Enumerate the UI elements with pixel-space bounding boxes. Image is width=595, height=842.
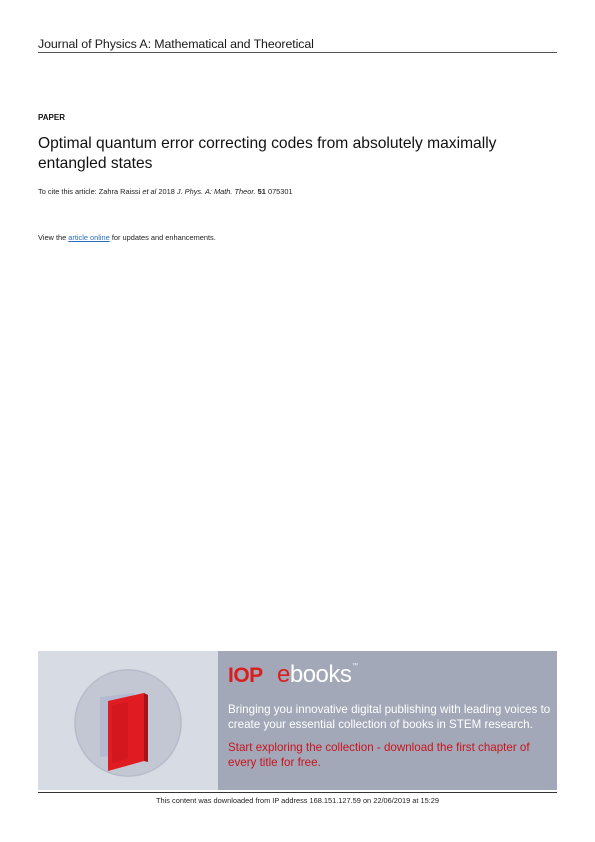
citation-volume: 51 xyxy=(257,187,266,196)
footer-divider xyxy=(38,792,557,793)
citation-year: 2018 xyxy=(156,187,177,196)
citation xyxy=(38,187,293,196)
section-label: PAPER xyxy=(38,113,65,122)
iop-ebooks-banner[interactable] xyxy=(38,651,557,790)
banner-tagline: Bringing you innovative digital publishing with leading voices to create your essential collection of books in STEM research. xyxy=(228,703,551,732)
banner-text-panel xyxy=(218,651,557,790)
citation-prefix: To cite this article: Zahra Raissi xyxy=(38,187,143,196)
trademark-mark: ™ xyxy=(352,663,358,669)
citation-article-number: 075301 xyxy=(265,187,293,196)
paper-title: Optimal quantum error correcting codes from absolutely maximally entangled states xyxy=(38,135,497,172)
citation-journal: J. Phys. A: Math. Theor. xyxy=(176,187,256,196)
view-online-suffix: for updates and enhancements. xyxy=(109,233,216,242)
view-online xyxy=(38,233,216,242)
journal-header xyxy=(38,36,557,53)
ebooks-logo-e: e xyxy=(277,661,290,688)
ebook-graphic-icon xyxy=(72,667,184,779)
ebooks-logo xyxy=(277,661,351,689)
article-online-link[interactable]: article online xyxy=(68,233,110,242)
citation-etal: et al xyxy=(142,187,157,196)
banner-cta[interactable]: Start exploring the collection - download the first chapter of every title for free. xyxy=(228,741,530,770)
ebooks-logo-rest: books xyxy=(289,661,352,688)
banner-graphic-panel xyxy=(38,651,218,790)
iop-logo: IOP xyxy=(228,664,263,687)
journal-title: Journal of Physics A: Mathematical and Theoretical xyxy=(38,37,314,51)
download-footer: This content was downloaded from IP address 168.151.127.59 on 22/06/2019 at 15:29 xyxy=(156,796,439,805)
view-online-prefix: View the xyxy=(38,233,69,242)
